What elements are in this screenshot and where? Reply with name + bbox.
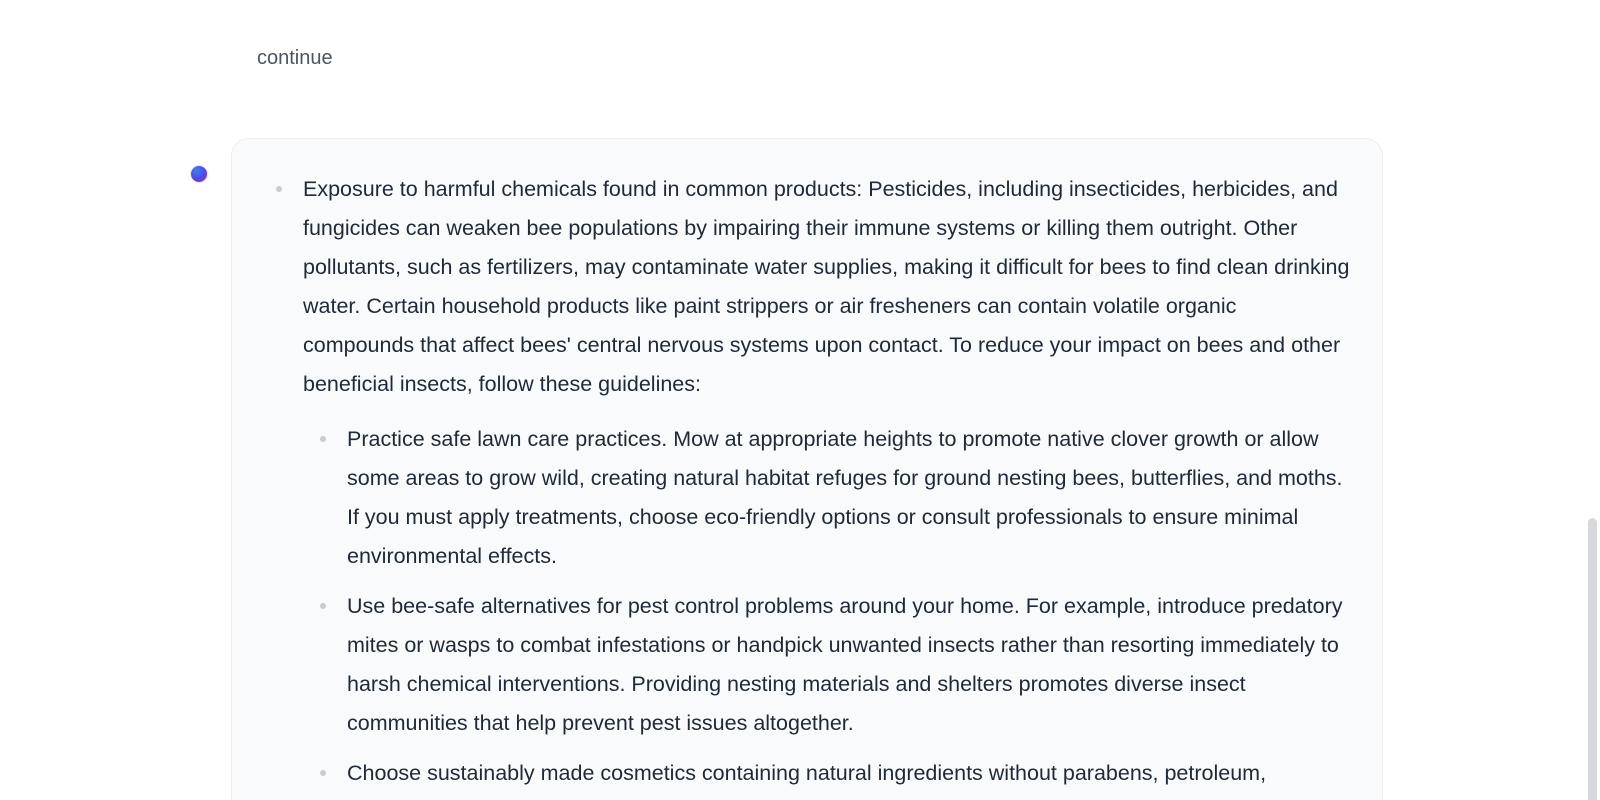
list-item xyxy=(303,420,1352,576)
list-item-text: Use bee-safe alternatives for pest control problems around your home. For example, introduce predatory mites or wasps to combat infestations or handpick unwanted insects rather than resorting immediately to harsh chemical interventions. Providing nesting materials and shelters promotes diverse insect communities that help prevent pest issues altogether. xyxy=(347,594,1343,735)
list-item xyxy=(303,587,1352,743)
scrollbar-thumb[interactable] xyxy=(1588,518,1597,800)
list-item xyxy=(303,754,1352,793)
assistant-bullet-list xyxy=(272,170,1352,793)
assistant-message-content xyxy=(272,170,1352,800)
list-item-text: Practice safe lawn care practices. Mow at appropriate heights to promote native clover growth or allow some areas to grow wild, creating natural habitat refuges for ground nesting bees, butterflies, and moths. If you must apply treatments, choose eco-friendly options or consult professionals to ensure minimal environmental effects. xyxy=(347,427,1343,568)
user-message: continue xyxy=(257,47,333,69)
list-item-text: Choose sustainably made cosmetics containing natural ingredients without parabens, petroleum, xyxy=(347,761,1267,785)
bullet-icon xyxy=(320,603,326,609)
bullet-icon xyxy=(320,770,326,776)
nested-bullet-list xyxy=(303,420,1352,793)
bullet-icon xyxy=(320,436,326,442)
scrollbar[interactable] xyxy=(1584,0,1600,800)
list-item xyxy=(272,170,1352,793)
list-item-text: Exposure to harmful chemicals found in common products: Pesticides, including insecticides, herbicides, and fungicides can weaken bee populations by impairing their immune systems or killing them outright. Other pollutants, such as fertilizers, may contaminate water supplies, making it difficult for bees to find clean drinking water. Certain household products like paint strippers or air fresheners can contain volatile organic compounds that affect bees' central nervous systems upon contact. To reduce your impact on bees and other beneficial insects, follow these guidelines: xyxy=(303,177,1350,396)
assistant-avatar-icon xyxy=(191,166,207,182)
bullet-icon xyxy=(276,186,282,192)
